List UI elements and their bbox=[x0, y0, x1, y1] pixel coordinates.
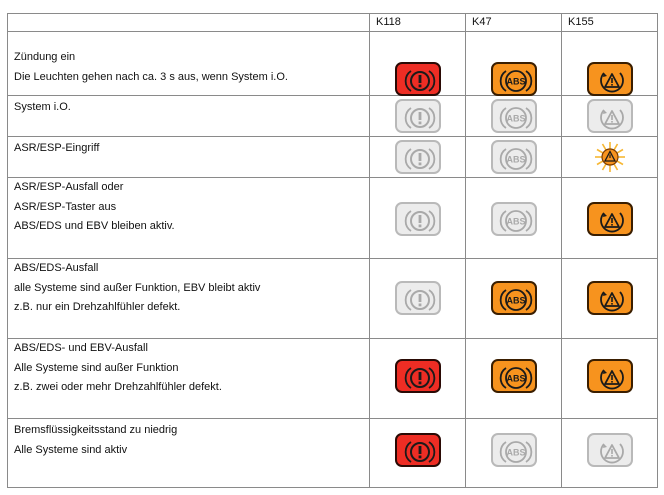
svg-text:ABS: ABS bbox=[505, 154, 526, 165]
row-text-line: Die Leuchten gehen nach ca. 3 s aus, wenn System i.O. bbox=[14, 70, 288, 83]
abs-warning-icon bbox=[491, 62, 537, 96]
k118-cell bbox=[370, 32, 466, 96]
k118-cell bbox=[370, 178, 466, 259]
abs-warning-icon bbox=[491, 433, 537, 467]
row-description bbox=[8, 137, 370, 178]
brake-warning-icon bbox=[395, 202, 441, 236]
row-text-line: ASR/ESP-Ausfall oder bbox=[14, 181, 124, 193]
table-row bbox=[8, 137, 658, 178]
svg-text:ABS: ABS bbox=[505, 113, 526, 124]
k118-cell bbox=[370, 339, 466, 419]
k47-cell bbox=[466, 96, 562, 137]
esp-traction-icon bbox=[587, 202, 633, 236]
k118-cell bbox=[370, 96, 466, 137]
header-k47: K47 bbox=[466, 14, 562, 32]
esp-traction-icon bbox=[587, 433, 633, 467]
table-row bbox=[8, 96, 658, 137]
warning-lamp-table bbox=[7, 13, 658, 488]
row-text-line: alle Systeme sind außer Funktion, EBV bleibt aktiv bbox=[14, 281, 261, 294]
row-text-line: System i.O. bbox=[14, 101, 71, 113]
svg-text:ABS: ABS bbox=[505, 295, 526, 306]
row-text-line: ASR/ESP-Taster aus bbox=[14, 200, 117, 213]
row-text-line: Alle Systeme sind aktiv bbox=[14, 443, 128, 456]
k47-cell bbox=[466, 419, 562, 488]
row-text-line: Zündung ein bbox=[14, 51, 76, 63]
k118-cell bbox=[370, 137, 466, 178]
abs-warning-icon bbox=[491, 281, 537, 315]
k47-cell bbox=[466, 339, 562, 419]
row-text-line: ASR/ESP-Eingriff bbox=[14, 142, 100, 154]
k155-cell bbox=[562, 137, 658, 178]
header-row bbox=[8, 14, 658, 32]
k47-cell bbox=[466, 32, 562, 96]
brake-warning-icon bbox=[395, 99, 441, 133]
k118-cell bbox=[370, 259, 466, 339]
brake-warning-icon bbox=[395, 359, 441, 393]
row-text-line: Alle Systeme sind außer Funktion bbox=[14, 361, 179, 374]
svg-text:ABS: ABS bbox=[505, 373, 526, 384]
k155-cell bbox=[562, 419, 658, 488]
row-text-line: Bremsflüssigkeitsstand zu niedrig bbox=[14, 424, 178, 436]
k155-cell bbox=[562, 96, 658, 137]
esp-traction-icon bbox=[587, 281, 633, 315]
svg-text:ABS: ABS bbox=[505, 76, 526, 87]
k47-cell bbox=[466, 259, 562, 339]
esp-traction-icon bbox=[587, 99, 633, 133]
row-text-line: ABS/EDS- und EBV-Ausfall bbox=[14, 342, 148, 354]
header-k118: K118 bbox=[370, 14, 466, 32]
abs-warning-icon bbox=[491, 99, 537, 133]
brake-warning-icon bbox=[395, 281, 441, 315]
brake-warning-icon bbox=[395, 140, 441, 174]
abs-warning-icon bbox=[491, 140, 537, 174]
row-text-line: z.B. nur ein Drehzahlfühler defekt. bbox=[14, 301, 181, 313]
esp-traction-icon bbox=[587, 359, 633, 393]
row-description bbox=[8, 178, 370, 259]
svg-text:ABS: ABS bbox=[505, 447, 526, 458]
table-row bbox=[8, 259, 658, 339]
table-row bbox=[8, 419, 658, 488]
row-text-line: ABS/EDS und EBV bleiben aktiv. bbox=[14, 220, 175, 232]
k118-cell bbox=[370, 419, 466, 488]
abs-warning-icon bbox=[491, 202, 537, 236]
k47-cell bbox=[466, 137, 562, 178]
row-description bbox=[8, 96, 370, 137]
abs-warning-icon bbox=[491, 359, 537, 393]
svg-text:ABS: ABS bbox=[505, 216, 526, 227]
row-description bbox=[8, 32, 370, 96]
header-k155: K155 bbox=[562, 14, 658, 32]
k155-cell bbox=[562, 339, 658, 419]
table-row bbox=[8, 178, 658, 259]
k155-cell bbox=[562, 178, 658, 259]
esp-traction-icon bbox=[587, 62, 633, 96]
table-row bbox=[8, 32, 658, 96]
brake-warning-icon bbox=[395, 62, 441, 96]
table-row bbox=[8, 339, 658, 419]
row-text-line: ABS/EDS-Ausfall bbox=[14, 262, 99, 274]
brake-warning-icon bbox=[395, 433, 441, 467]
k155-cell bbox=[562, 32, 658, 96]
row-description bbox=[8, 259, 370, 339]
row-description bbox=[8, 419, 370, 488]
k155-cell bbox=[562, 259, 658, 339]
header-empty-cell bbox=[8, 14, 370, 32]
k47-cell bbox=[466, 178, 562, 259]
esp-traction-icon-flashing bbox=[587, 140, 633, 174]
row-text-line: z.B. zwei oder mehr Drehzahlfühler defekt. bbox=[14, 381, 222, 393]
row-description bbox=[8, 339, 370, 419]
